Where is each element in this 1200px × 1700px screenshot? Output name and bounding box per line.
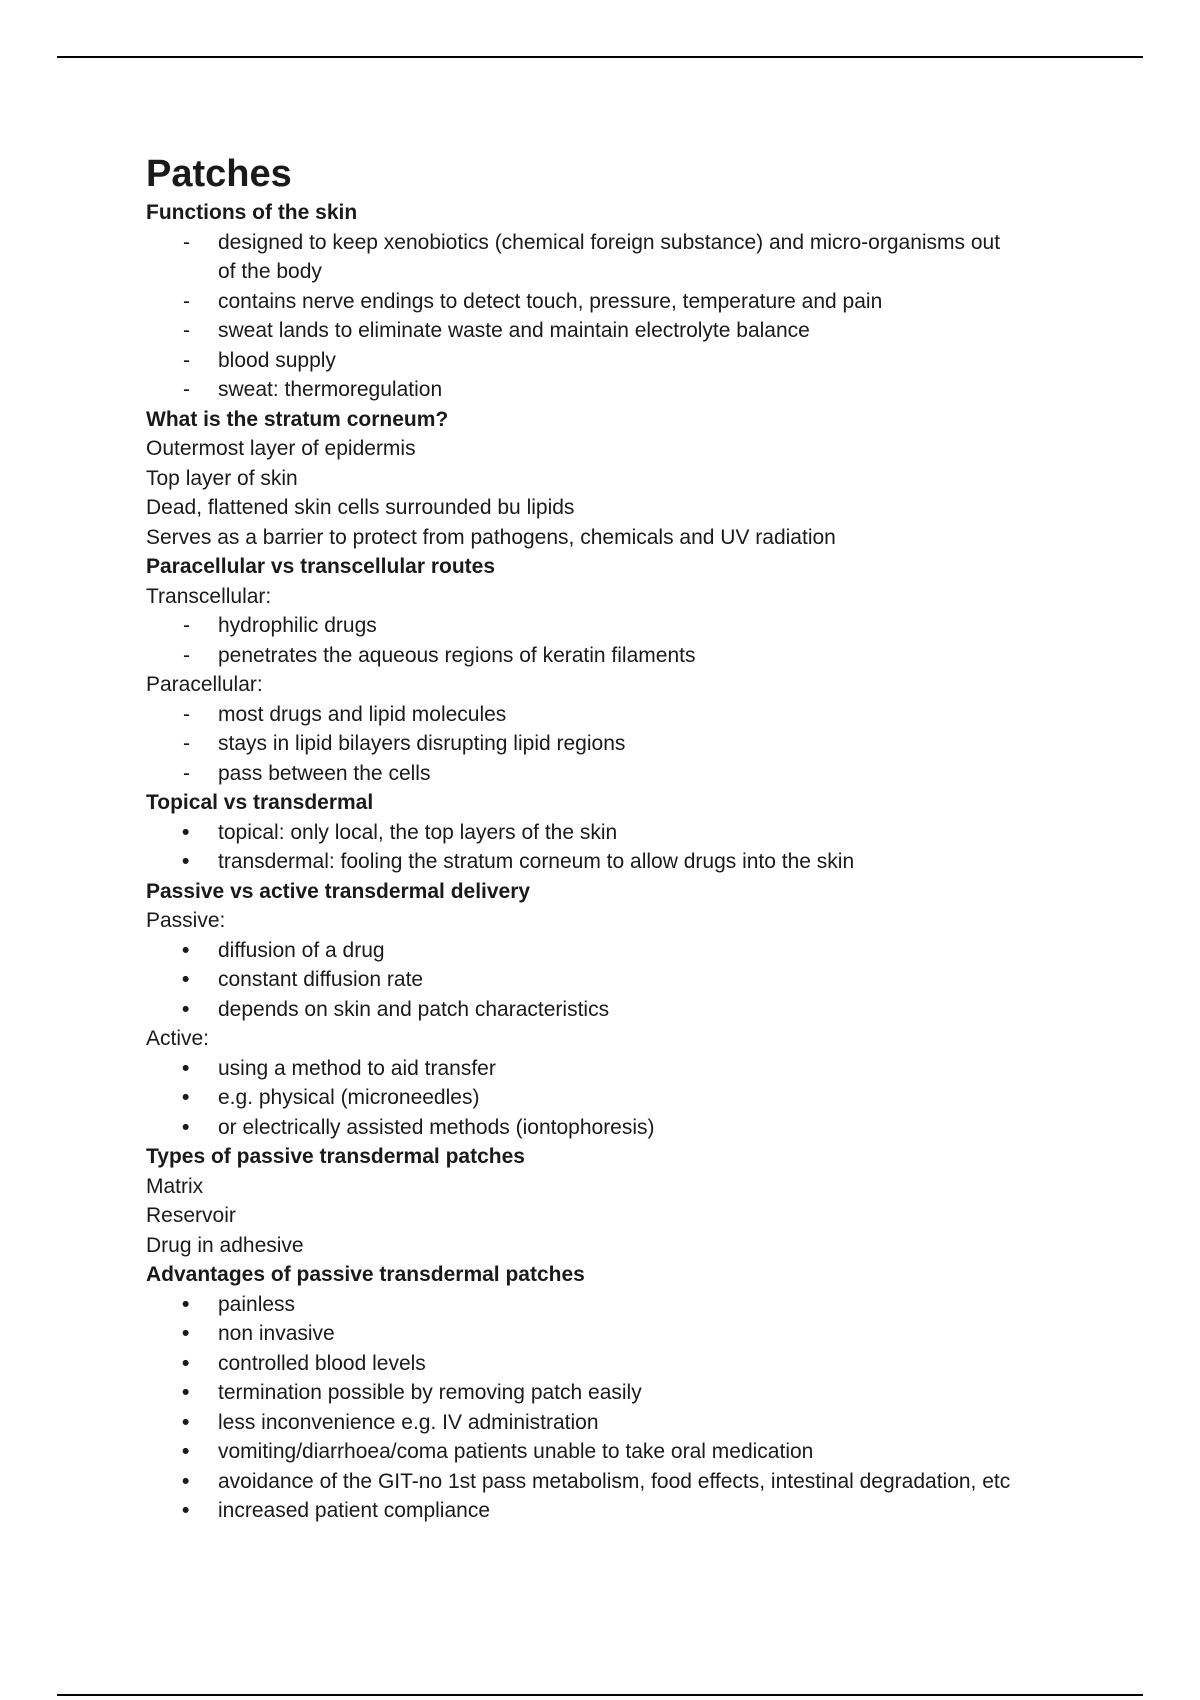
dash-marker: - (183, 230, 190, 254)
list-item (146, 1319, 1086, 1349)
list-item (146, 847, 1086, 877)
passive-label: Passive: (146, 909, 226, 932)
list-item (146, 729, 1086, 759)
list-item-text: constant diffusion rate (218, 968, 424, 991)
dash-marker: - (183, 643, 190, 667)
list-item (146, 759, 1086, 789)
list-item-text: using a method to aid transfer (218, 1056, 496, 1080)
bullet-marker: • (182, 1056, 190, 1080)
list-item (146, 700, 1086, 730)
document-page (146, 150, 1086, 1526)
document-body (146, 198, 1086, 1526)
list-item (146, 641, 1086, 671)
list-item-text: or electrically assisted methods (iontophoresis) (218, 1115, 655, 1139)
list-item (146, 1437, 1086, 1467)
list-item (146, 316, 1086, 346)
list-item-text: stays in lipid bilayers disrupting lipid regions (218, 732, 626, 755)
dash-marker: - (183, 289, 190, 313)
dash-marker: - (183, 319, 190, 342)
bullet-marker: • (182, 1086, 190, 1109)
list-item-text: pass between the cells (218, 761, 431, 785)
list-item (146, 818, 1086, 848)
list-item-text: penetrates the aqueous regions of keratin filaments (218, 643, 696, 667)
passive-list (146, 936, 1086, 1025)
list-item-text: sweat lands to eliminate waste and maintain electrolyte balance (218, 319, 810, 342)
paragraph-line: Drug in adhesive (146, 1233, 304, 1257)
list-item-text: diffusion of a drug (218, 938, 385, 962)
list-item (146, 1496, 1086, 1526)
list-item-text: topical: only local, the top layers of the skin (218, 820, 618, 844)
list-item-text: vomiting/diarrhoea/coma patients unable to take oral medication (218, 1440, 814, 1463)
section-heading-delivery: Passive vs active transdermal delivery (146, 879, 531, 903)
paracellular-label: Paracellular: (146, 673, 263, 696)
list-item (146, 1349, 1086, 1379)
list-item-text: sweat: thermoregulation (218, 378, 443, 401)
active-list (146, 1054, 1086, 1143)
dash-marker: - (183, 761, 190, 785)
list-item-text: depends on skin and patch characteristics (218, 997, 610, 1021)
header-rule (57, 56, 1143, 58)
bullet-marker: • (182, 1351, 190, 1375)
paragraph-line: Outermost layer of epidermis (146, 437, 416, 460)
topical-list (146, 818, 1086, 877)
section-heading-advantages: Advantages of passive transdermal patches (146, 1263, 585, 1286)
advantages-list (146, 1290, 1086, 1526)
list-item (146, 1467, 1086, 1497)
bullet-marker: • (182, 1469, 190, 1493)
list-item-text: avoidance of the GIT-no 1st pass metabolism, food effects, intestinal degradation, etc (218, 1469, 1011, 1493)
list-item-text: of the body (218, 260, 322, 283)
bullet-marker: • (182, 1292, 190, 1316)
page-title: Patches (146, 153, 292, 195)
dash-marker: - (183, 378, 190, 401)
list-item (146, 1408, 1086, 1438)
transcellular-list (146, 611, 1086, 670)
list-item (146, 965, 1086, 995)
list-item (146, 611, 1086, 641)
list-item (146, 375, 1086, 405)
list-item (146, 1083, 1086, 1113)
dash-marker: - (183, 614, 190, 637)
bullet-marker: • (182, 1115, 190, 1139)
list-item (146, 228, 1086, 258)
list-item (146, 936, 1086, 966)
list-item-text: transdermal: fooling the stratum corneum to allow drugs into the skin (218, 850, 855, 873)
section-heading-topical: Topical vs transdermal (146, 791, 374, 814)
list-item-text: less inconvenience e.g. IV administration (218, 1410, 599, 1434)
active-label: Active: (146, 1027, 210, 1050)
bullet-marker: • (182, 1381, 190, 1404)
list-item (146, 1378, 1086, 1408)
list-item (146, 287, 1086, 317)
bullet-marker: • (182, 1410, 190, 1434)
list-item-text: contains nerve endings to detect touch, pressure, temperature and pain (218, 289, 883, 313)
list-item-text: painless (218, 1292, 296, 1316)
list-item-text: non invasive (218, 1322, 335, 1345)
paragraph-line: Serves as a barrier to protect from pathogens, chemicals and UV radiation (146, 525, 836, 549)
bullet-marker: • (182, 997, 190, 1021)
bullet-marker: • (182, 1499, 190, 1522)
list-item-text: hydrophilic drugs (218, 614, 377, 637)
list-item (146, 346, 1086, 376)
list-item-text: termination possible by removing patch easily (218, 1381, 642, 1404)
list-item-text: blood supply (218, 348, 336, 372)
paragraph-line: Matrix (146, 1174, 204, 1198)
bullet-marker: • (182, 968, 190, 991)
paragraph-line: Top layer of skin (146, 466, 298, 490)
list-item-text: designed to keep xenobiotics (chemical foreign substance) and micro-organisms out (218, 230, 1001, 254)
paracellular-list (146, 700, 1086, 789)
footer-rule (57, 1694, 1143, 1696)
dash-marker: - (183, 732, 190, 755)
list-item-continuation (146, 257, 1086, 287)
dash-marker: - (183, 702, 190, 726)
section-heading-types: Types of passive transdermal patches (146, 1145, 525, 1168)
bullet-marker: • (182, 850, 190, 873)
list-item (146, 1113, 1086, 1143)
paragraph-line: Reservoir (146, 1204, 236, 1227)
list-item-text: increased patient compliance (218, 1499, 490, 1522)
bullet-marker: • (182, 938, 190, 962)
list-item-text: e.g. physical (microneedles) (218, 1086, 480, 1109)
bullet-marker: • (182, 1440, 190, 1463)
bullet-marker: • (182, 1322, 190, 1345)
section-heading-routes: Paracellular vs transcellular routes (146, 555, 496, 578)
functions-list (146, 228, 1086, 405)
list-item-text: controlled blood levels (218, 1351, 426, 1375)
list-item (146, 995, 1086, 1025)
dash-marker: - (183, 348, 190, 372)
list-item (146, 1054, 1086, 1084)
list-item-text: most drugs and lipid molecules (218, 702, 507, 726)
section-heading-stratum: What is the stratum corneum? (146, 407, 449, 431)
list-item (146, 1290, 1086, 1320)
paragraph-line: Dead, flattened skin cells surrounded bu lipids (146, 496, 575, 519)
bullet-marker: • (182, 820, 190, 844)
section-heading-functions: Functions of the skin (146, 201, 358, 224)
transcellular-label: Transcellular: (146, 584, 272, 608)
